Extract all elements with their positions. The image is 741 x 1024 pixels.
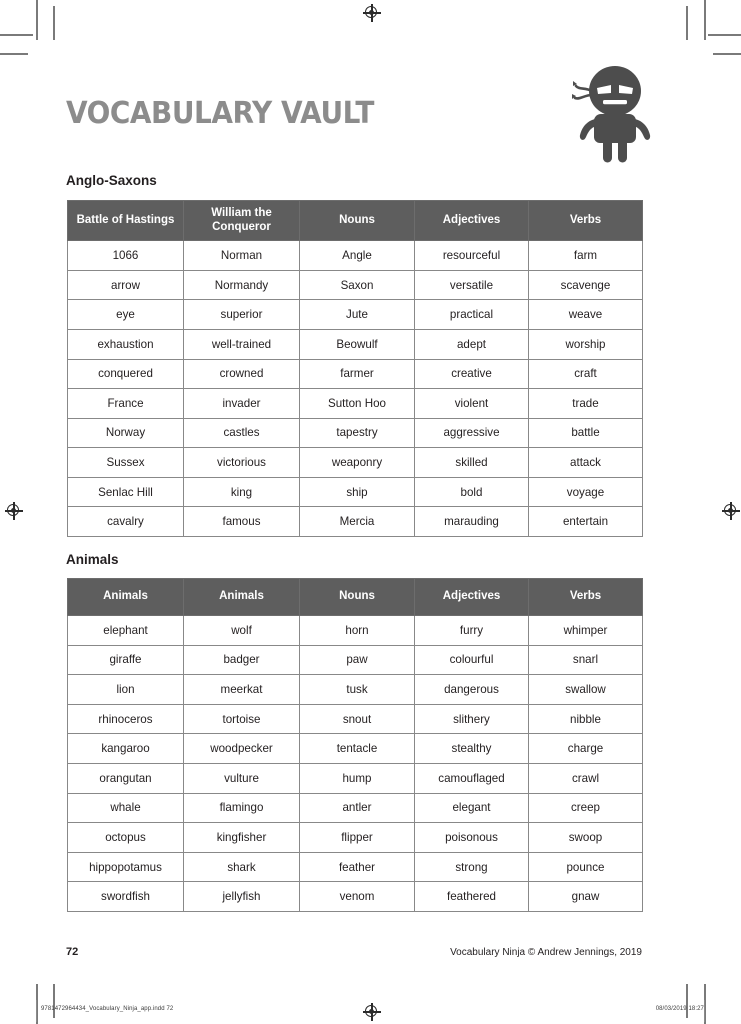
table-cell: woodpecker xyxy=(184,734,300,764)
table-cell: farmer xyxy=(300,359,415,389)
footer-credit: Vocabulary Ninja © Andrew Jennings, 2019 xyxy=(450,947,642,958)
table-row xyxy=(68,882,643,912)
table-row xyxy=(68,448,643,478)
table-cell: Norman xyxy=(184,241,300,271)
table-cell: dangerous xyxy=(415,675,529,705)
table-cell: crawl xyxy=(529,763,643,793)
table-cell: invader xyxy=(184,389,300,419)
table-row xyxy=(68,763,643,793)
table-cell: eye xyxy=(68,300,184,330)
table-cell: snout xyxy=(300,704,415,734)
table-row xyxy=(68,241,643,271)
table-cell: whale xyxy=(68,793,184,823)
table-cell: nibble xyxy=(529,704,643,734)
table-row xyxy=(68,793,643,823)
crop-mark-top-right-horizontal-outer xyxy=(708,34,741,36)
table-cell: battle xyxy=(529,418,643,448)
registration-mark-left-middle xyxy=(5,502,23,520)
column-header: Adjectives xyxy=(415,579,529,616)
column-header: Battle of Hastings xyxy=(68,201,184,241)
table-cell: versatile xyxy=(415,270,529,300)
table-row xyxy=(68,734,643,764)
table-cell: swordfish xyxy=(68,882,184,912)
table-cell: practical xyxy=(415,300,529,330)
registration-mark-right-middle xyxy=(722,502,740,520)
table-cell: flipper xyxy=(300,823,415,853)
table-cell: craft xyxy=(529,359,643,389)
table-row xyxy=(68,823,643,853)
table-cell: swallow xyxy=(529,675,643,705)
table-cell: castles xyxy=(184,418,300,448)
table-row xyxy=(68,359,643,389)
table-cell: skilled xyxy=(415,448,529,478)
table-cell: Norway xyxy=(68,418,184,448)
table-cell: elephant xyxy=(68,616,184,646)
table-row xyxy=(68,270,643,300)
table-row xyxy=(68,329,643,359)
table-header-row xyxy=(68,201,643,241)
column-header: Animals xyxy=(184,579,300,616)
table-cell: France xyxy=(68,389,184,419)
table-cell: cavalry xyxy=(68,507,184,537)
print-slug-timestamp: 08/03/2019 18:27 xyxy=(655,1006,704,1012)
crop-mark-top-right-vertical-outer xyxy=(704,0,706,40)
table-row xyxy=(68,616,643,646)
table-cell: horn xyxy=(300,616,415,646)
table-cell: elegant xyxy=(415,793,529,823)
table-cell: rhinoceros xyxy=(68,704,184,734)
table-cell: Senlac Hill xyxy=(68,477,184,507)
column-header: Verbs xyxy=(529,579,643,616)
table-cell: kingfisher xyxy=(184,823,300,853)
table-cell: poisonous xyxy=(415,823,529,853)
table-cell: scavenge xyxy=(529,270,643,300)
table-cell: slithery xyxy=(415,704,529,734)
column-header: Animals xyxy=(68,579,184,616)
table-cell: bold xyxy=(415,477,529,507)
table-cell: arrow xyxy=(68,270,184,300)
table-cell: flamingo xyxy=(184,793,300,823)
table-cell: shark xyxy=(184,852,300,882)
table-cell: charge xyxy=(529,734,643,764)
table-cell: trade xyxy=(529,389,643,419)
column-header: Nouns xyxy=(300,201,415,241)
table-cell: tapestry xyxy=(300,418,415,448)
table-cell: strong xyxy=(415,852,529,882)
table-cell: adept xyxy=(415,329,529,359)
table-cell: whimper xyxy=(529,616,643,646)
section-heading-anglo-saxons: Anglo-Saxons xyxy=(66,173,157,188)
footer-page-number: 72 xyxy=(66,946,79,958)
table-cell: voyage xyxy=(529,477,643,507)
table-cell: attack xyxy=(529,448,643,478)
vocabulary-table-anglo-saxons xyxy=(67,200,643,537)
table-cell: ship xyxy=(300,477,415,507)
table-cell: hump xyxy=(300,763,415,793)
crop-mark-bottom-right-vertical-inner xyxy=(686,984,688,1018)
table-cell: farm xyxy=(529,241,643,271)
table-cell: Angle xyxy=(300,241,415,271)
column-header: William the Conqueror xyxy=(184,201,300,241)
table-cell: marauding xyxy=(415,507,529,537)
table-row xyxy=(68,645,643,675)
table-cell: feathered xyxy=(415,882,529,912)
slug-rule-left xyxy=(36,1000,37,1022)
page-title: VOCABULARY VAULT xyxy=(66,96,374,131)
table-cell: famous xyxy=(184,507,300,537)
column-header: Adjectives xyxy=(415,201,529,241)
ninja-mascot-icon xyxy=(565,57,661,165)
table-cell: victorious xyxy=(184,448,300,478)
table-cell: octopus xyxy=(68,823,184,853)
table-row xyxy=(68,418,643,448)
column-header: Verbs xyxy=(529,201,643,241)
table-cell: Mercia xyxy=(300,507,415,537)
table-row xyxy=(68,852,643,882)
print-slug-filename: 9781472964434_Vocabulary_Ninja_app.indd 72 xyxy=(41,1006,174,1012)
table-cell: well-trained xyxy=(184,329,300,359)
table-cell: giraffe xyxy=(68,645,184,675)
table-cell: kangaroo xyxy=(68,734,184,764)
crop-mark-bottom-left-vertical-inner xyxy=(53,984,55,1018)
table-cell: paw xyxy=(300,645,415,675)
table-cell: weave xyxy=(529,300,643,330)
table-cell: weaponry xyxy=(300,448,415,478)
vocabulary-table-animals xyxy=(67,578,643,912)
table-cell: pounce xyxy=(529,852,643,882)
table-cell: feather xyxy=(300,852,415,882)
table-header-row xyxy=(68,579,643,616)
crop-mark-top-right-vertical-inner xyxy=(686,6,688,40)
table-cell: Jute xyxy=(300,300,415,330)
table-cell: creative xyxy=(415,359,529,389)
table-cell: camouflaged xyxy=(415,763,529,793)
table-cell: venom xyxy=(300,882,415,912)
table-cell: worship xyxy=(529,329,643,359)
table-cell: stealthy xyxy=(415,734,529,764)
table-cell: Sutton Hoo xyxy=(300,389,415,419)
slug-rule-right xyxy=(704,1000,705,1022)
table-cell: wolf xyxy=(184,616,300,646)
table-cell: king xyxy=(184,477,300,507)
table-cell: 1066 xyxy=(68,241,184,271)
table-cell: swoop xyxy=(529,823,643,853)
table-cell: entertain xyxy=(529,507,643,537)
table-row xyxy=(68,477,643,507)
table-row xyxy=(68,300,643,330)
table-cell: aggressive xyxy=(415,418,529,448)
table-row xyxy=(68,389,643,419)
table-cell: meerkat xyxy=(184,675,300,705)
table-row xyxy=(68,675,643,705)
table-cell: resourceful xyxy=(415,241,529,271)
table-cell: lion xyxy=(68,675,184,705)
table-cell: jellyfish xyxy=(184,882,300,912)
table-row xyxy=(68,704,643,734)
table-cell: hippopotamus xyxy=(68,852,184,882)
table-cell: orangutan xyxy=(68,763,184,793)
column-header: Nouns xyxy=(300,579,415,616)
registration-mark-top-center xyxy=(363,4,381,22)
table-cell: tusk xyxy=(300,675,415,705)
table-cell: colourful xyxy=(415,645,529,675)
table-cell: badger xyxy=(184,645,300,675)
section-heading-animals: Animals xyxy=(66,552,119,567)
table-cell: Normandy xyxy=(184,270,300,300)
table-cell: conquered xyxy=(68,359,184,389)
table-cell: crowned xyxy=(184,359,300,389)
table-row xyxy=(68,507,643,537)
table-cell: vulture xyxy=(184,763,300,793)
table-cell: furry xyxy=(415,616,529,646)
table-cell: gnaw xyxy=(529,882,643,912)
crop-mark-top-left-horizontal-outer xyxy=(0,34,33,36)
table-cell: violent xyxy=(415,389,529,419)
crop-mark-top-left-vertical-inner xyxy=(53,6,55,40)
table-cell: Saxon xyxy=(300,270,415,300)
table-cell: superior xyxy=(184,300,300,330)
table-cell: exhaustion xyxy=(68,329,184,359)
table-cell: snarl xyxy=(529,645,643,675)
table-cell: Sussex xyxy=(68,448,184,478)
crop-mark-top-right-horizontal-inner xyxy=(713,53,741,55)
crop-mark-top-left-horizontal-inner xyxy=(0,53,28,55)
table-cell: tortoise xyxy=(184,704,300,734)
crop-mark-top-left-vertical-outer xyxy=(36,0,38,40)
table-cell: creep xyxy=(529,793,643,823)
table-cell: tentacle xyxy=(300,734,415,764)
table-cell: antler xyxy=(300,793,415,823)
table-cell: Beowulf xyxy=(300,329,415,359)
registration-mark-bottom-center xyxy=(363,1003,381,1021)
